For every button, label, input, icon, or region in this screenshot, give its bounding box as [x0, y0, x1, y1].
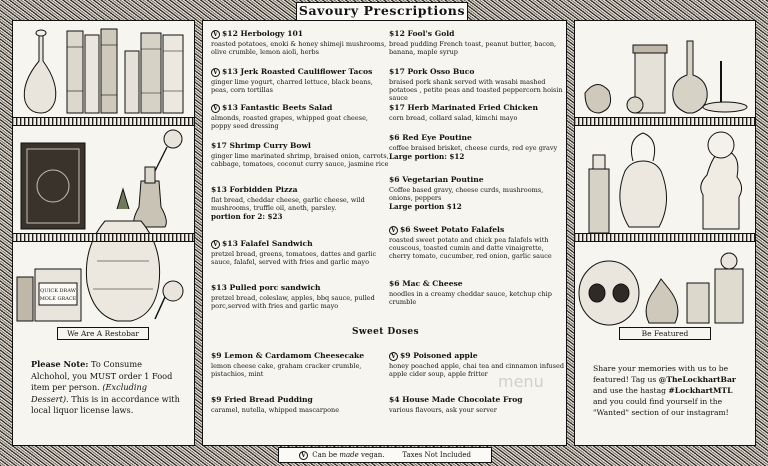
- sweet-doses-heading: Sweet Doses: [351, 327, 420, 337]
- vegan-icon: V: [211, 240, 220, 249]
- menu-item-description: bread pudding French toast, peanut butter, bacon, banana, maple syrup: [389, 40, 557, 57]
- section-caption-featured: Be Featured: [619, 327, 711, 340]
- instagram-hashtag: #LockhartMTL: [668, 386, 733, 395]
- shelf: [574, 233, 755, 242]
- menu-item-name: $6 Sweet Potato Falafels: [400, 225, 505, 234]
- menu-item-name: $13 Forbidden Pizza: [211, 185, 298, 194]
- vegan-icon: V: [299, 451, 308, 460]
- menu-item: [211, 239, 389, 266]
- menu-item-name: $17 Shrimp Curry Bowl: [211, 141, 311, 150]
- menu-title: Savoury Prescriptions: [296, 2, 468, 21]
- menu-item-name: $9 Fried Bread Pudding: [211, 395, 313, 404]
- menu-item-name: $6 Mac & Cheese: [389, 279, 463, 288]
- menu-item-description: Coffee based gravy, cheese curds, mushrooms, onions, peppers: [389, 186, 544, 203]
- menu-item-description: coffee braised brisket, cheese curds, red eye gravy: [389, 144, 558, 152]
- social-text-1: Share your memories with us to be featured! Tag us: [593, 364, 729, 384]
- menu-item-description: lemon cheese cake, graham cracker crumble, pistachios, mint: [211, 362, 362, 379]
- taxes-note: Taxes Not Included: [402, 451, 471, 459]
- menu-item-name: $13 Pulled porc sandwich: [211, 283, 321, 292]
- section-caption-restobar: We Are A Restobar: [57, 327, 149, 340]
- menu-item: [389, 279, 567, 306]
- menu-item-description: roasted sweet potato and chick pea falafels with couscous, toasted cumin and datte vinaigrette, cherry tomato, cucumber, red onion, garlic sauce: [389, 236, 552, 261]
- vegan-icon: V: [389, 352, 398, 361]
- menu-item: [389, 29, 567, 56]
- shelf: [574, 117, 755, 126]
- menu-item-name: $6 Red Eye Poutine: [389, 133, 472, 142]
- shelf: [12, 233, 194, 242]
- menu-item: [211, 395, 389, 414]
- menu-item-description: pretzel bread, coleslaw, apples, bbq sauce, pulled porc,served with fries and garlic mayo: [211, 294, 375, 311]
- menu-item-name: $9 Lemon & Cardamom Cheesecake: [211, 351, 365, 360]
- social-text-3: and you could find yourself in the "Wanted" section of our instagram!: [593, 397, 729, 417]
- menu-item-name: $4 House Made Chocolate Frog: [389, 395, 523, 404]
- apothecary-illustration-left: [13, 21, 193, 327]
- menu-item: [389, 175, 567, 211]
- footer-em: made: [339, 451, 359, 459]
- menu-item-name: $13 Falafel Sandwich: [222, 239, 313, 248]
- menu-item-name: $12 Fool's Gold: [389, 29, 455, 38]
- note-text-2: This is in accordance with local liquor license laws.: [31, 393, 180, 415]
- footer-legend: [278, 447, 492, 463]
- menu-item-name: $9 Poisoned apple: [400, 351, 478, 360]
- vegan-icon: V: [211, 30, 220, 39]
- menu-item-name: $13 Jerk Roasted Cauliflower Tacos: [222, 67, 373, 76]
- menu-item: [211, 103, 389, 130]
- menu-item-name: $17 Pork Osso Buco: [389, 67, 475, 76]
- shelf: [12, 117, 194, 126]
- menu-item-extra: Large portion $12: [389, 202, 462, 212]
- social-text-2: and use the hastag: [593, 386, 666, 395]
- menu-item: [211, 283, 389, 310]
- note-italic: (Excluding Dessert).: [31, 382, 147, 404]
- menu-item-extra: Large portion: $12: [389, 152, 465, 162]
- vegan-icon: V: [211, 104, 220, 113]
- menu-item-description: almonds, roasted grapes, whipped goat cheese, poppy seed dressing: [211, 114, 369, 131]
- menu-item-description: various flavours, ask your server: [389, 406, 497, 414]
- menu-item-name: $6 Vegetarian Poutine: [389, 175, 484, 184]
- menu-item-description: corn bread, collard salad, kimchi mayo: [389, 114, 518, 122]
- footer-post: vegan.: [361, 451, 385, 459]
- instagram-handle: @TheLockhartBar: [658, 375, 736, 384]
- menu-item-description: honey poached apple, chai tea and cinnamon infused apple cider soup, apple fritter: [389, 362, 565, 379]
- jar-label-line1: QUICK DRAW: [40, 288, 76, 294]
- left-panel: [12, 20, 195, 446]
- menu-item: [211, 29, 389, 56]
- menu-item-description: ginger lime marinated shrimp, braised onion, carrots, cabbage, tomatoes, coconut curry sauce, jasmine rice: [211, 152, 389, 169]
- menu-item-description: caramel, nutella, whipped mascarpone: [211, 406, 340, 414]
- menu-item-description: noodles in a creamy cheddar sauce, ketchup chip crumble: [389, 290, 552, 307]
- menu-item-name: $17 Herb Marinated Fried Chicken: [389, 103, 539, 112]
- menu-item-description: ginger lime yogurt, charred lettuce, black beans, peas, corn tortillas: [211, 78, 373, 95]
- jar-label-line2: MOLE GRACE: [39, 296, 77, 302]
- menu-item: [211, 185, 389, 221]
- menu-item: [211, 351, 389, 378]
- menu-item-description: pretzel bread, greens, tomatoes, dattes and garlic sauce, falafel, served with fries and garlic mayo: [211, 250, 377, 267]
- social-media-note: [593, 363, 745, 418]
- menu-item-name: $12 Herbology 101: [222, 29, 304, 38]
- menu-item: [389, 67, 567, 103]
- note-text-1: To Consume Alchohol, you MUST order 1 Food item per person.: [31, 359, 173, 392]
- watermark: menu: [498, 372, 544, 391]
- menu-item-extra: portion for 2: $23: [211, 212, 283, 222]
- note-lead: Please Note:: [31, 359, 89, 369]
- vegan-icon: V: [389, 226, 398, 235]
- vegan-icon: V: [211, 68, 220, 77]
- apothecary-illustration-right: [575, 21, 755, 327]
- menu-item-description: roasted potatoes, enoki & honey shimeji mushrooms, olive crumble, lemon aioli, herbs: [211, 40, 387, 57]
- menu-item: [389, 225, 567, 261]
- menu-item-description: braised pork shank served with wasabi mashed potatoes , petite peas and toasted peppercorn hoisin sauce: [389, 78, 563, 103]
- menu-item: [389, 133, 567, 161]
- menu-item: [389, 103, 567, 122]
- menu-item: [211, 141, 389, 168]
- menu-item-name: $13 Fantastic Beets Salad: [222, 103, 333, 112]
- right-panel: [574, 20, 756, 446]
- footer-pre: Can be: [312, 451, 338, 459]
- alcohol-policy-note: [31, 359, 183, 417]
- menu-item: [389, 395, 567, 414]
- menu-item-description: flat bread, cheddar cheese, garlic cheese, wild mushrooms, truffle oil, aneth, parsley.: [211, 196, 365, 213]
- menu-item: [211, 67, 389, 94]
